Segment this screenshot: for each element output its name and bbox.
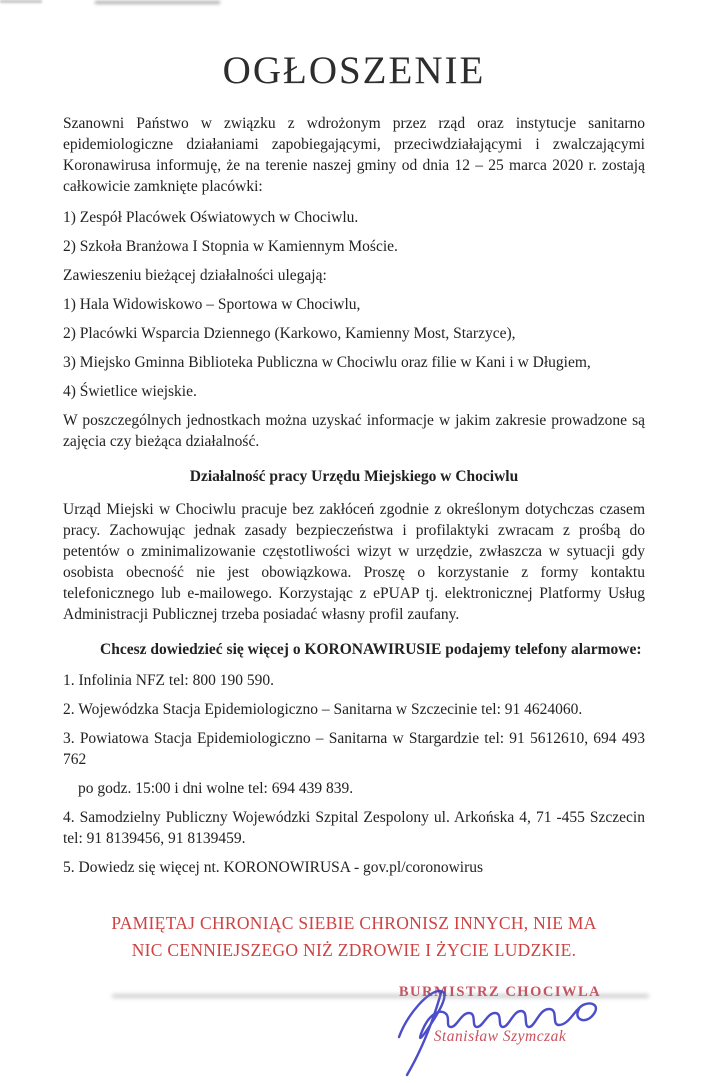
suspended-facility-item: 4) Świetlice wiejskie. [63, 383, 197, 400]
scan-artifact-corner [0, 0, 42, 3]
hotline-item-continuation: po godz. 15:00 i dni wolne tel: 694 439 839. [78, 780, 354, 797]
suspended-facility-item: 2) Placówki Wsparcia Dziennego (Karkowo, Kamienny Most, Starzyce), [63, 325, 516, 342]
suspended-facility-item: 1) Hala Widowiskowo – Sportowa w Chociwlu, [63, 296, 361, 313]
hotlines-heading: Chcesz dowiedzieć się więcej o KORONAWIRUSIE podajemy telefony alarmowe: [100, 641, 642, 658]
suspended-facility-item: 3) Miejsko Gminna Biblioteka Publiczna w Chociwlu oraz filie w Kani i w Długiem, [63, 354, 591, 371]
closed-facility-item: 2) Szkoła Branżowa I Stopnia w Kamiennym Moście. [63, 238, 398, 255]
hotline-item: 3. Powiatowa Stacja Epidemiologiczno – Sanitarna w Stargardzie tel: 91 5612610, 694 493 762 [63, 730, 645, 768]
page-title: OGŁOSZENIE [222, 49, 486, 92]
office-paragraph: Urząd Miejski w Chociwlu pracuje bez zakłóceń zgodnie z określonym dotychczas czasem pracy. Zachowując jednak zasady bezpieczeństwa i profilaktyki zwracam z prośbą do petentów o zminimalizowanie częstotliwości wizyt w urzędzie, zwłaszcza w sytuacji gdy osobista obecność nie jest obowiązkowa. Proszę o korzystanie z formy kontaktu telefonicznego lub e-mailowego. Korzystając z ePUAP tj. elektronicznej Platformy Usług Administracji Publicznej trzeba posiadać własny profil zaufany. [63, 501, 645, 623]
scan-artifact-bottom [112, 994, 649, 998]
scan-artifact-top [95, 1, 220, 4]
office-heading: Działalność pracy Urzędu Miejskiego w Chociwlu [189, 468, 519, 485]
warning-line: PAMIĘTAJ CHRONIĄC SIEBIE CHRONISZ INNYCH, NIE MA [111, 913, 597, 933]
hotline-item: 4. Samodzielny Publiczny Wojewódzki Szpital Zespolony ul. Arkońska 4, 71 -455 Szczecin tel: 91 8139456, 91 8139459. [63, 809, 645, 847]
info-note: W poszczególnych jednostkach można uzyskać informacje w jakim zakresie prowadzone są zajęcia czy bieżąca działalność. [63, 412, 645, 450]
intro-paragraph: Szanowni Państwo w związku z wdrożonym przez rząd oraz instytucje sanitarno epidemiologiczne działaniami zapobiegającymi, przeciwdziałającymi i zwalczającymi Koronawirusa informuję, że na terenie naszej gminy od dnia 12 – 25 marca 2020 r. zostają całkowicie zamknięte placówki: [63, 115, 645, 195]
hotline-item: 1. Infolinia NFZ tel: 800 190 590. [63, 672, 274, 689]
stamp-name: Stanisław Szymczak [433, 1028, 567, 1045]
hotline-item: 2. Wojewódzka Stacja Epidemiologiczno – Sanitarna w Szczecinie tel: 91 4624060. [63, 701, 583, 718]
hotline-item: 5. Dowiedz się więcej nt. KORONOWIRUSA - gov.pl/coronowirus [63, 859, 484, 876]
warning-line: NIC CENNIEJSZEGO NIŻ ZDROWIE I ŻYCIE LUDZKIE. [131, 940, 577, 960]
warning-message [74, 910, 634, 964]
closed-facility-item: 1) Zespół Placówek Oświatowych w Chociwlu. [63, 209, 359, 226]
stamp-role: BURMISTRZ CHOCIWLA [398, 984, 602, 1000]
suspended-intro: Zawieszeniu bieżącej działalności ulegają: [63, 267, 327, 284]
